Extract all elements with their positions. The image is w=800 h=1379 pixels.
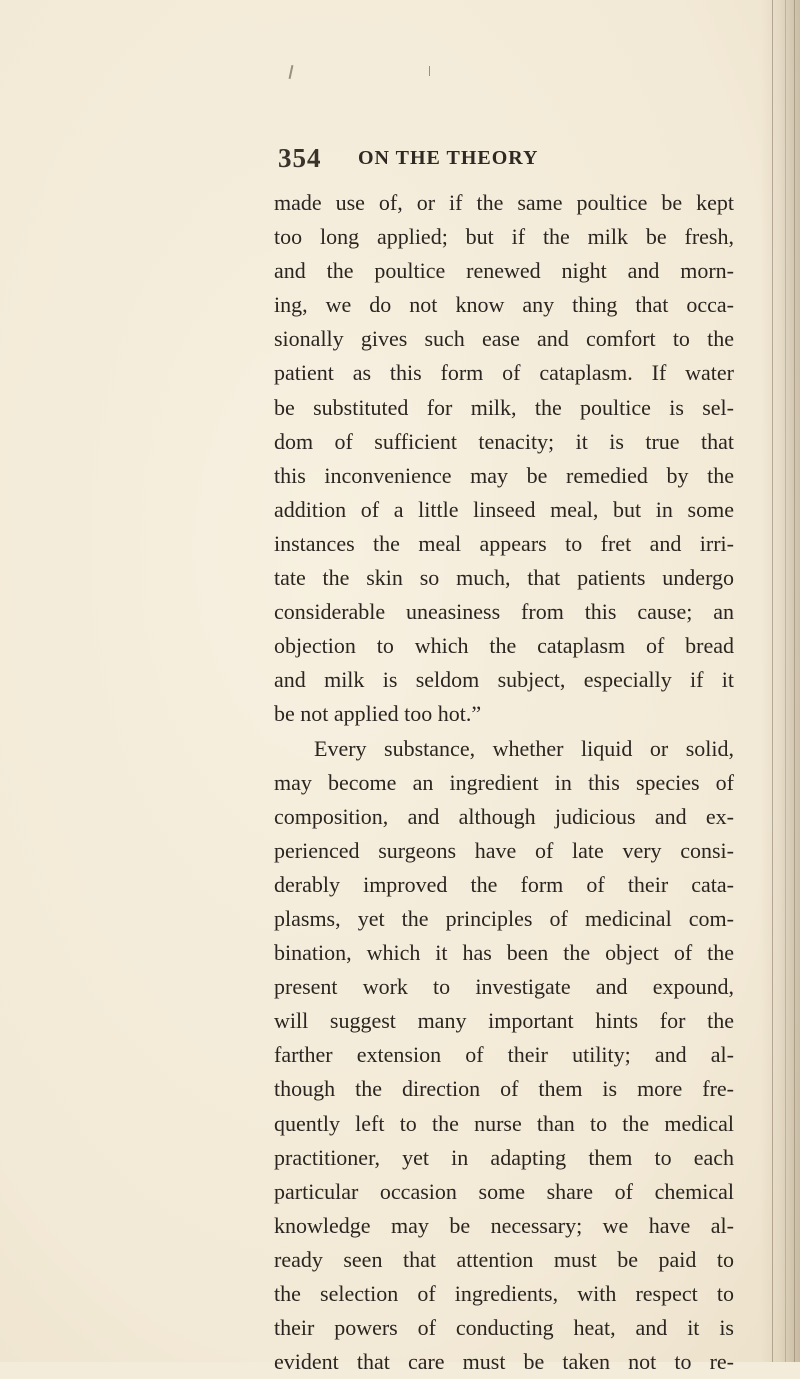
text-line: the selection of ingredients, with respect to	[274, 1281, 734, 1306]
text-line: practitioner, yet in adapting them to each	[274, 1144, 734, 1170]
text-line: may become an ingredient in this species of	[274, 769, 734, 795]
text-line: ing, we do not know any thing that occa-	[274, 292, 734, 318]
text-line: evident that care must be taken not to re-	[274, 1349, 734, 1375]
text-line: made use of, or if the same poultice be kept	[274, 190, 734, 215]
text-line: derably improved the form of their cata-	[274, 871, 734, 897]
text-line: their powers of conducting heat, and it is	[274, 1315, 734, 1341]
text-line: farther extension of their utility; and al-	[274, 1042, 734, 1068]
text-line: considerable uneasiness from this cause; an	[274, 599, 734, 625]
text-line: quently left to the nurse than to the medical	[274, 1110, 734, 1136]
text-line: though the direction of them is more fre-	[274, 1076, 734, 1102]
text-line: sionally gives such ease and comfort to the	[274, 326, 734, 352]
text-line: composition, and although judicious and ex-	[274, 803, 734, 829]
text-line: knowledge may be necessary; we have al-	[274, 1212, 734, 1238]
page-edge-line	[785, 0, 786, 1362]
speck-mark	[289, 65, 294, 79]
text-line: bination, which it has been the object of the	[274, 940, 734, 966]
page-number: 354	[278, 143, 322, 173]
text-line: and milk is seldom subject, especially if it	[274, 667, 734, 693]
text-line: present work to investigate and expound,	[274, 974, 734, 1000]
text-line: particular occasion some share of chemical	[274, 1178, 734, 1204]
text-line: ready seen that attention must be paid to	[274, 1246, 734, 1272]
text-line: this inconvenience may be remedied by the	[274, 462, 734, 488]
text-line: dom of sufficient tenacity; it is true that	[274, 428, 734, 454]
text-line: and the poultice renewed night and morn-	[274, 258, 734, 284]
text-line: tate the skin so much, that patients undergo	[274, 565, 734, 591]
speck-mark	[429, 66, 430, 76]
text-line: plasms, yet the principles of medicinal com-	[274, 905, 734, 931]
text-line: be substituted for milk, the poultice is sel-	[274, 394, 734, 420]
text-line: Every substance, whether liquid or solid,	[314, 735, 734, 761]
running-head: ON THE THEORY	[358, 147, 539, 169]
text-line: will suggest many important hints for the	[274, 1008, 734, 1034]
page-edge-line	[794, 0, 795, 1362]
page-header	[0, 143, 800, 173]
text-line: objection to which the cataplasm of bread	[274, 633, 734, 659]
text-line: too long applied; but if the milk be fresh,	[274, 224, 734, 250]
text-line: patient as this form of cataplasm. If water	[274, 360, 734, 386]
body-text	[274, 186, 734, 1379]
text-line: instances the meal appears to fret and irri-	[274, 530, 734, 556]
text-line: perienced surgeons have of late very consi-	[274, 837, 734, 863]
text-line: be not applied too hot.”	[274, 701, 482, 727]
text-line: addition of a little linseed meal, but in some	[274, 496, 734, 522]
page-edge-line	[772, 0, 773, 1362]
